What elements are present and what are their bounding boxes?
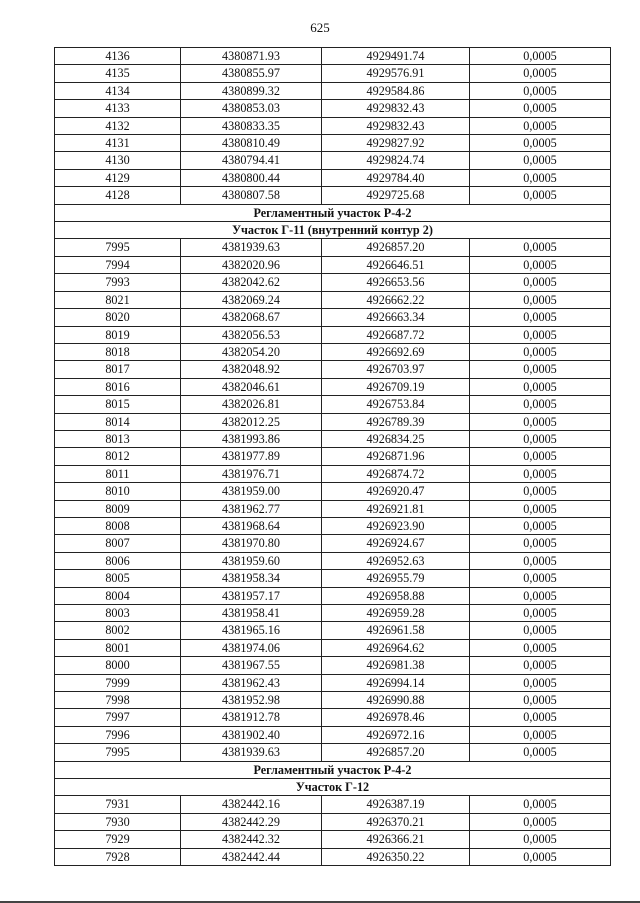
y-coordinate-cell: 4926978.46 [322,709,470,726]
x-coordinate-cell: 4381970.80 [181,535,322,552]
point-number-cell: 8019 [55,326,181,343]
point-number-cell: 4135 [55,65,181,82]
table-row [55,657,611,674]
table-row [55,465,611,482]
point-number-cell: 8003 [55,605,181,622]
point-number-cell: 4128 [55,187,181,204]
table-row [55,692,611,709]
table-row [55,82,611,99]
y-coordinate-cell: 4926387.19 [322,796,470,813]
x-coordinate-cell: 4381993.86 [181,430,322,447]
error-cell: 0,0005 [470,726,611,743]
x-coordinate-cell: 4382442.32 [181,831,322,848]
point-number-cell: 7999 [55,674,181,691]
point-number-cell: 4133 [55,100,181,117]
x-coordinate-cell: 4382046.61 [181,378,322,395]
point-number-cell: 7994 [55,256,181,273]
point-number-cell: 4130 [55,152,181,169]
point-number-cell: 7929 [55,831,181,848]
point-number-cell: 8013 [55,430,181,447]
x-coordinate-cell: 4382056.53 [181,326,322,343]
section-header: Участок Г-12 [55,779,611,796]
table-row [55,605,611,622]
y-coordinate-cell: 4926874.72 [322,465,470,482]
x-coordinate-cell: 4382054.20 [181,343,322,360]
point-number-cell: 7928 [55,848,181,865]
y-coordinate-cell: 4926923.90 [322,517,470,534]
point-number-cell: 4134 [55,82,181,99]
table-row [55,169,611,186]
x-coordinate-cell: 4380807.58 [181,187,322,204]
y-coordinate-cell: 4926662.22 [322,291,470,308]
x-coordinate-cell: 4381959.00 [181,483,322,500]
y-coordinate-cell: 4926955.79 [322,570,470,587]
error-cell: 0,0005 [470,831,611,848]
y-coordinate-cell: 4926924.67 [322,535,470,552]
point-number-cell: 7993 [55,274,181,291]
error-cell: 0,0005 [470,48,611,65]
section-header-row [55,761,611,778]
x-coordinate-cell: 4382442.16 [181,796,322,813]
table-row [55,552,611,569]
x-coordinate-cell: 4382068.67 [181,309,322,326]
y-coordinate-cell: 4929784.40 [322,169,470,186]
error-cell: 0,0005 [470,169,611,186]
error-cell: 0,0005 [470,483,611,500]
table-row [55,448,611,465]
error-cell: 0,0005 [470,239,611,256]
table-row [55,291,611,308]
table-row [55,413,611,430]
section-header-row [55,204,611,221]
x-coordinate-cell: 4381957.17 [181,587,322,604]
table-row [55,430,611,447]
table-row [55,517,611,534]
y-coordinate-cell: 4926920.47 [322,483,470,500]
error-cell: 0,0005 [470,465,611,482]
table-row [55,343,611,360]
table-row [55,674,611,691]
y-coordinate-cell: 4926952.63 [322,552,470,569]
y-coordinate-cell: 4926653.56 [322,274,470,291]
error-cell: 0,0005 [470,657,611,674]
section-header: Участок Г-11 (внутренний контур 2) [55,222,611,239]
x-coordinate-cell: 4381959.60 [181,552,322,569]
error-cell: 0,0005 [470,117,611,134]
error-cell: 0,0005 [470,517,611,534]
y-coordinate-cell: 4926663.34 [322,309,470,326]
point-number-cell: 8012 [55,448,181,465]
table-row [55,48,611,65]
error-cell: 0,0005 [470,500,611,517]
error-cell: 0,0005 [470,326,611,343]
table-row [55,239,611,256]
y-coordinate-cell: 4926370.21 [322,813,470,830]
x-coordinate-cell: 4381958.34 [181,570,322,587]
point-number-cell: 7931 [55,796,181,813]
y-coordinate-cell: 4926994.14 [322,674,470,691]
y-coordinate-cell: 4926981.38 [322,657,470,674]
x-coordinate-cell: 4381939.63 [181,239,322,256]
y-coordinate-cell: 4929824.74 [322,152,470,169]
section-header-row [55,779,611,796]
y-coordinate-cell: 4926687.72 [322,326,470,343]
error-cell: 0,0005 [470,343,611,360]
point-number-cell: 8001 [55,639,181,656]
table-row [55,535,611,552]
error-cell: 0,0005 [470,100,611,117]
x-coordinate-cell: 4382042.62 [181,274,322,291]
error-cell: 0,0005 [470,152,611,169]
x-coordinate-cell: 4380800.44 [181,169,322,186]
error-cell: 0,0005 [470,291,611,308]
y-coordinate-cell: 4929576.91 [322,65,470,82]
point-number-cell: 4136 [55,48,181,65]
x-coordinate-cell: 4381952.98 [181,692,322,709]
table-row [55,570,611,587]
x-coordinate-cell: 4381965.16 [181,622,322,639]
table-row [55,309,611,326]
y-coordinate-cell: 4926789.39 [322,413,470,430]
table-row [55,796,611,813]
coordinates-table [54,47,611,866]
x-coordinate-cell: 4382442.44 [181,848,322,865]
point-number-cell: 8007 [55,535,181,552]
x-coordinate-cell: 4381967.55 [181,657,322,674]
point-number-cell: 8000 [55,657,181,674]
table-row [55,831,611,848]
x-coordinate-cell: 4380855.97 [181,65,322,82]
x-coordinate-cell: 4382069.24 [181,291,322,308]
x-coordinate-cell: 4381939.63 [181,744,322,761]
point-number-cell: 8014 [55,413,181,430]
point-number-cell: 7995 [55,239,181,256]
point-number-cell: 8015 [55,396,181,413]
table-row [55,709,611,726]
y-coordinate-cell: 4926834.25 [322,430,470,447]
error-cell: 0,0005 [470,744,611,761]
y-coordinate-cell: 4926990.88 [322,692,470,709]
error-cell: 0,0005 [470,256,611,273]
y-coordinate-cell: 4926366.21 [322,831,470,848]
point-number-cell: 7998 [55,692,181,709]
y-coordinate-cell: 4926972.16 [322,726,470,743]
y-coordinate-cell: 4926857.20 [322,744,470,761]
y-coordinate-cell: 4926961.58 [322,622,470,639]
point-number-cell: 8009 [55,500,181,517]
table-row [55,135,611,152]
coordinates-table-body [55,48,611,866]
y-coordinate-cell: 4926959.28 [322,605,470,622]
y-coordinate-cell: 4926703.97 [322,361,470,378]
x-coordinate-cell: 4381968.64 [181,517,322,534]
y-coordinate-cell: 4926709.19 [322,378,470,395]
y-coordinate-cell: 4929584.86 [322,82,470,99]
table-row [55,117,611,134]
error-cell: 0,0005 [470,570,611,587]
x-coordinate-cell: 4382026.81 [181,396,322,413]
x-coordinate-cell: 4381912.78 [181,709,322,726]
table-row [55,100,611,117]
point-number-cell: 8020 [55,309,181,326]
section-header: Регламентный участок Р-4-2 [55,761,611,778]
table-row [55,396,611,413]
table-row [55,622,611,639]
error-cell: 0,0005 [470,396,611,413]
table-row [55,587,611,604]
error-cell: 0,0005 [470,448,611,465]
table-row [55,726,611,743]
point-number-cell: 4131 [55,135,181,152]
table-row [55,848,611,865]
y-coordinate-cell: 4926753.84 [322,396,470,413]
table-row [55,326,611,343]
point-number-cell: 8018 [55,343,181,360]
y-coordinate-cell: 4926958.88 [322,587,470,604]
point-number-cell: 7996 [55,726,181,743]
table-row [55,187,611,204]
error-cell: 0,0005 [470,65,611,82]
table-row [55,744,611,761]
x-coordinate-cell: 4381976.71 [181,465,322,482]
error-cell: 0,0005 [470,361,611,378]
table-row [55,256,611,273]
point-number-cell: 8011 [55,465,181,482]
error-cell: 0,0005 [470,274,611,291]
y-coordinate-cell: 4929832.43 [322,117,470,134]
x-coordinate-cell: 4381974.06 [181,639,322,656]
y-coordinate-cell: 4926692.69 [322,343,470,360]
point-number-cell: 8010 [55,483,181,500]
coordinates-table-wrapper [54,47,610,866]
error-cell: 0,0005 [470,430,611,447]
x-coordinate-cell: 4380871.93 [181,48,322,65]
x-coordinate-cell: 4381962.77 [181,500,322,517]
point-number-cell: 7995 [55,744,181,761]
table-row [55,639,611,656]
error-cell: 0,0005 [470,413,611,430]
point-number-cell: 8021 [55,291,181,308]
error-cell: 0,0005 [470,692,611,709]
table-row [55,483,611,500]
point-number-cell: 4132 [55,117,181,134]
point-number-cell: 8008 [55,517,181,534]
x-coordinate-cell: 4381977.89 [181,448,322,465]
point-number-cell: 8004 [55,587,181,604]
error-cell: 0,0005 [470,709,611,726]
x-coordinate-cell: 4381962.43 [181,674,322,691]
error-cell: 0,0005 [470,622,611,639]
x-coordinate-cell: 4380899.32 [181,82,322,99]
y-coordinate-cell: 4926964.62 [322,639,470,656]
table-row [55,65,611,82]
point-number-cell: 8005 [55,570,181,587]
y-coordinate-cell: 4929491.74 [322,48,470,65]
error-cell: 0,0005 [470,135,611,152]
error-cell: 0,0005 [470,848,611,865]
y-coordinate-cell: 4926857.20 [322,239,470,256]
error-cell: 0,0005 [470,309,611,326]
x-coordinate-cell: 4382048.92 [181,361,322,378]
x-coordinate-cell: 4380853.03 [181,100,322,117]
point-number-cell: 8006 [55,552,181,569]
table-row [55,274,611,291]
x-coordinate-cell: 4380810.49 [181,135,322,152]
y-coordinate-cell: 4929725.68 [322,187,470,204]
page-number: 625 [310,20,330,35]
error-cell: 0,0005 [470,552,611,569]
error-cell: 0,0005 [470,639,611,656]
table-row [55,378,611,395]
error-cell: 0,0005 [470,187,611,204]
y-coordinate-cell: 4926871.96 [322,448,470,465]
y-coordinate-cell: 4929827.92 [322,135,470,152]
table-row [55,152,611,169]
error-cell: 0,0005 [470,82,611,99]
x-coordinate-cell: 4381902.40 [181,726,322,743]
point-number-cell: 4129 [55,169,181,186]
table-row [55,361,611,378]
point-number-cell: 8016 [55,378,181,395]
y-coordinate-cell: 4926350.22 [322,848,470,865]
error-cell: 0,0005 [470,796,611,813]
x-coordinate-cell: 4382442.29 [181,813,322,830]
x-coordinate-cell: 4381958.41 [181,605,322,622]
point-number-cell: 8002 [55,622,181,639]
error-cell: 0,0005 [470,674,611,691]
x-coordinate-cell: 4380833.35 [181,117,322,134]
x-coordinate-cell: 4380794.41 [181,152,322,169]
point-number-cell: 7930 [55,813,181,830]
error-cell: 0,0005 [470,813,611,830]
y-coordinate-cell: 4929832.43 [322,100,470,117]
point-number-cell: 8017 [55,361,181,378]
section-header: Регламентный участок Р-4-2 [55,204,611,221]
error-cell: 0,0005 [470,535,611,552]
table-row [55,813,611,830]
error-cell: 0,0005 [470,378,611,395]
table-row [55,500,611,517]
x-coordinate-cell: 4382012.25 [181,413,322,430]
y-coordinate-cell: 4926921.81 [322,500,470,517]
error-cell: 0,0005 [470,605,611,622]
x-coordinate-cell: 4382020.96 [181,256,322,273]
section-header-row [55,222,611,239]
error-cell: 0,0005 [470,587,611,604]
y-coordinate-cell: 4926646.51 [322,256,470,273]
point-number-cell: 7997 [55,709,181,726]
